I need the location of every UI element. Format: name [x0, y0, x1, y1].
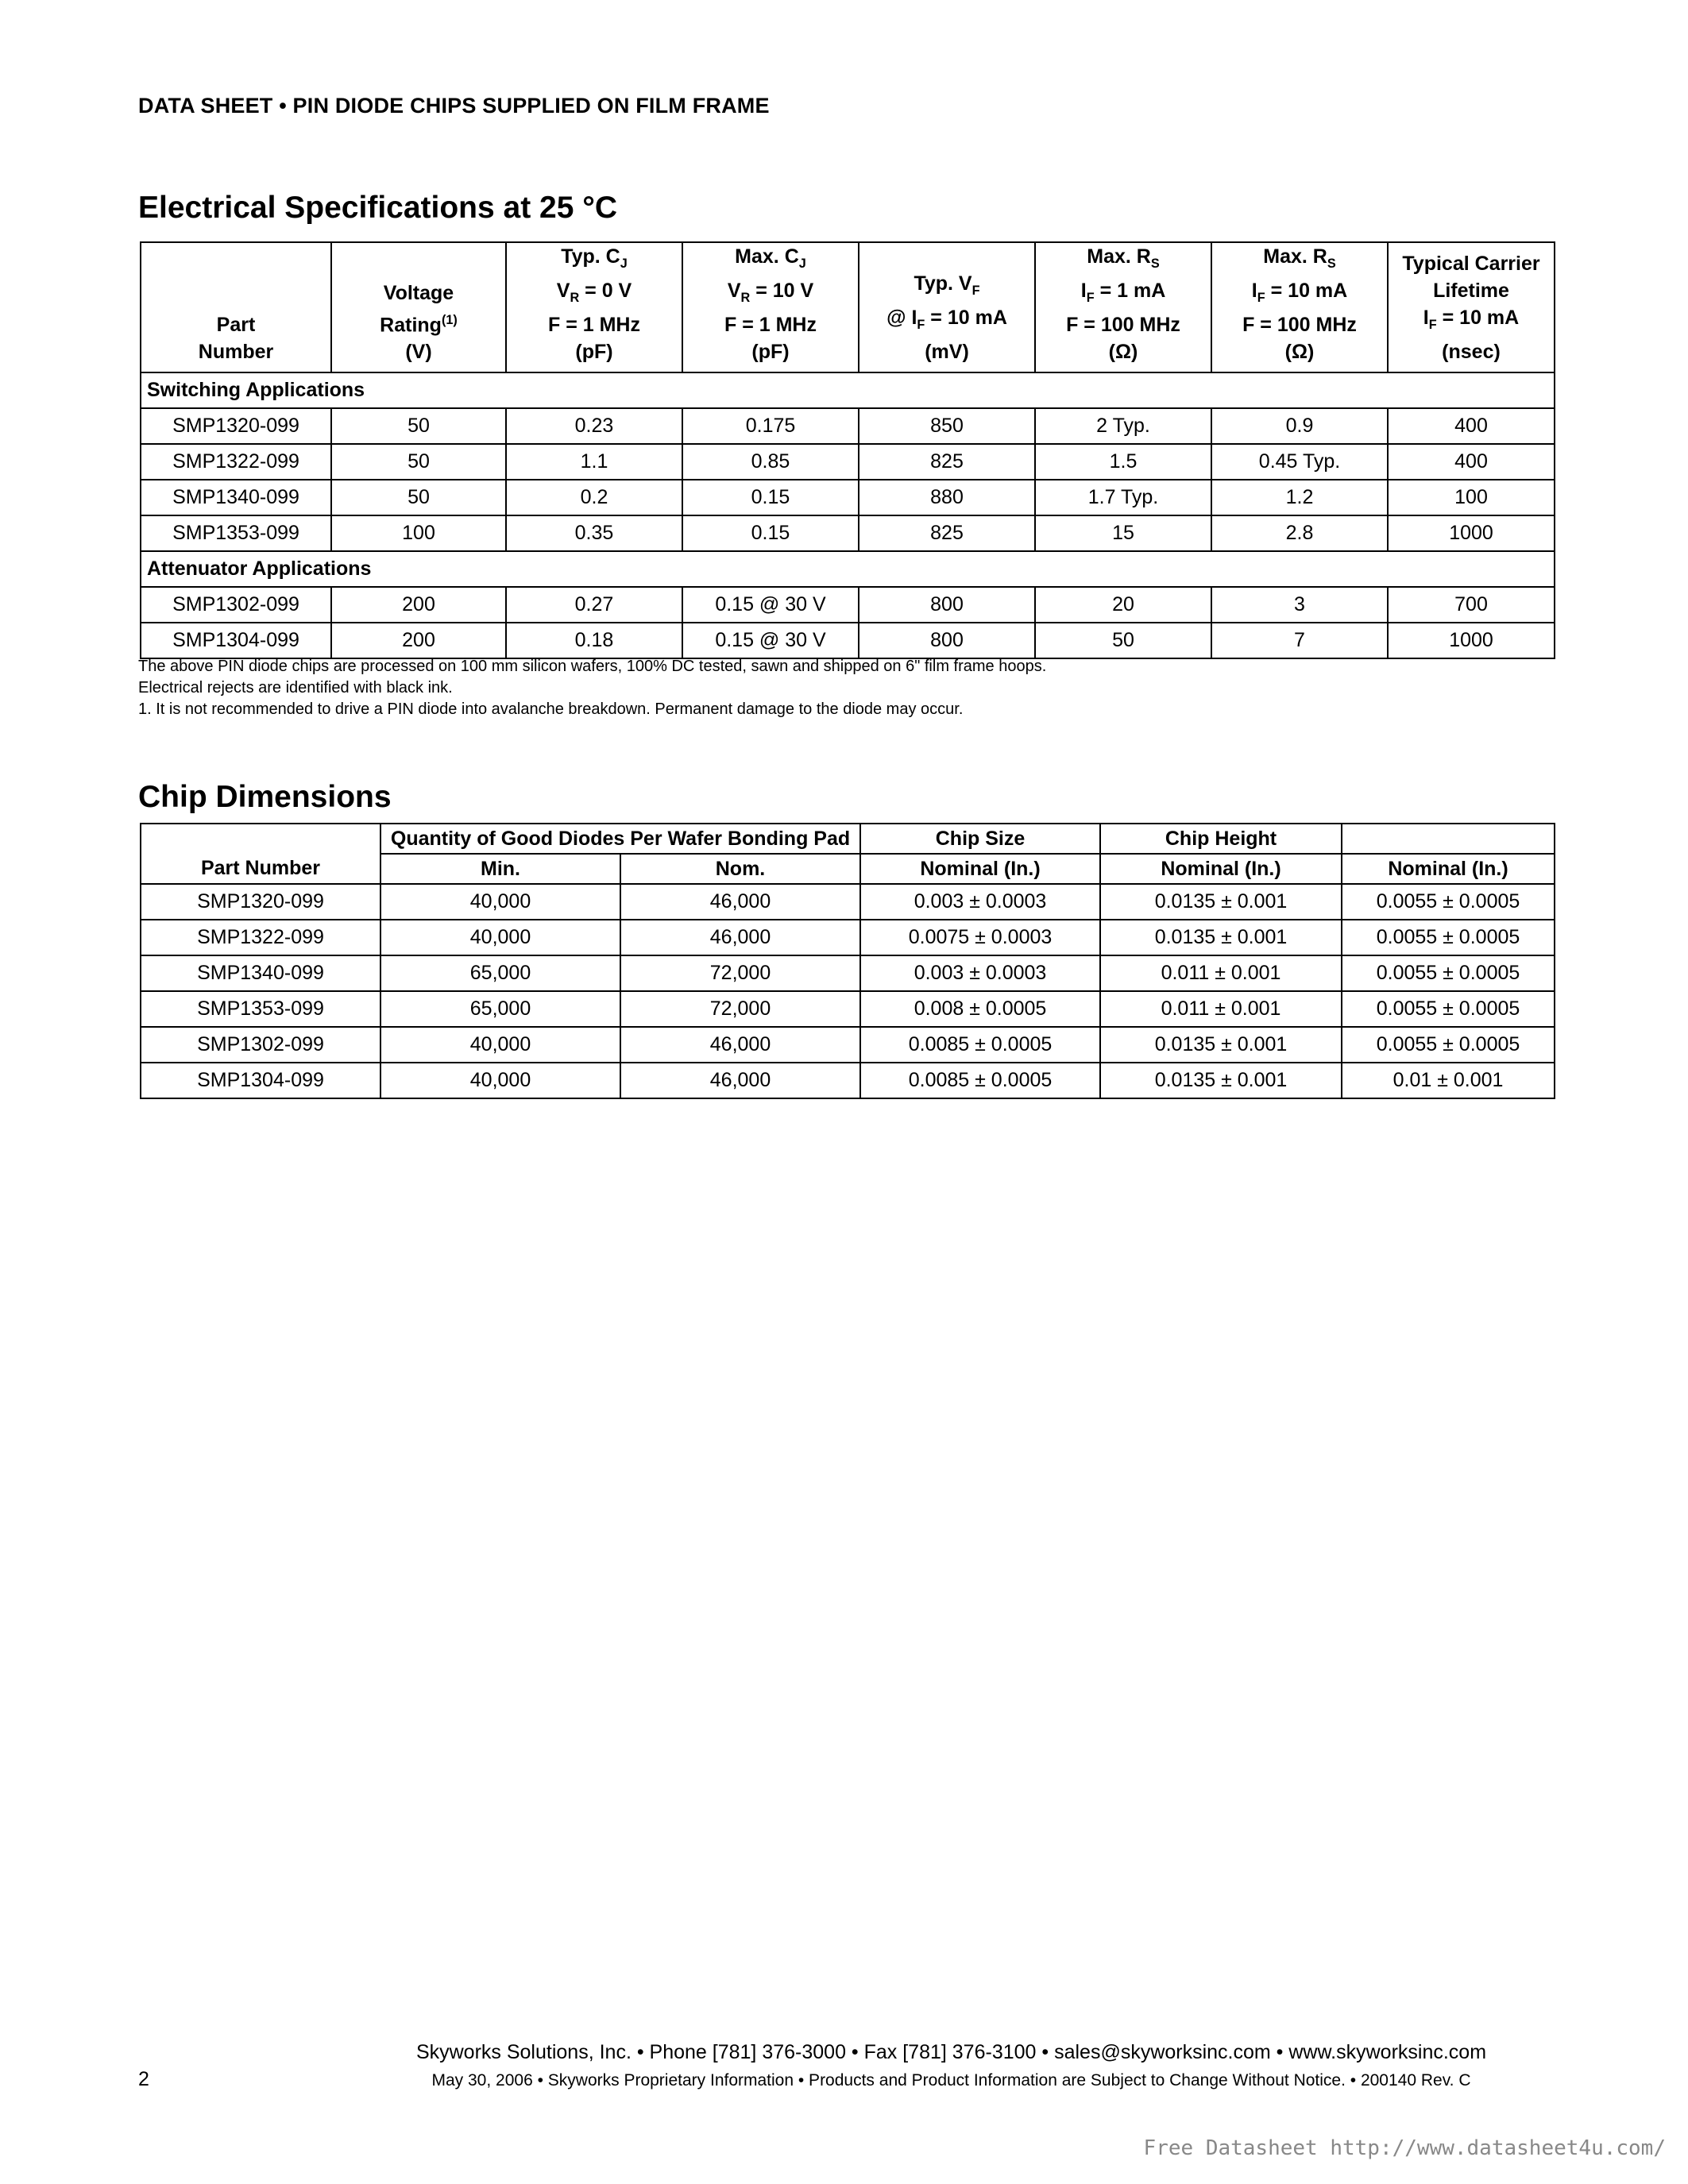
table-cell: 40,000	[380, 884, 620, 920]
footer-contact: Skyworks Solutions, Inc. • Phone [781] 376-3000 • Fax [781] 376-3100 • sales@skyworksinc.com • www.skyworksinc.com	[415, 2041, 1487, 2063]
table-cell: 800	[859, 623, 1035, 658]
table-cell: 0.0055 ± 0.0005	[1342, 955, 1555, 991]
table-cell: 0.003 ± 0.0003	[860, 884, 1100, 920]
header-max-rs-10ma: Max. $R_S$ $I_F = 10$ mA F = 100 MHz (Ω)	[1211, 242, 1388, 372]
table-cell: SMP1304-099	[141, 1063, 380, 1098]
table-cell: 0.0135 ± 0.001	[1100, 1063, 1342, 1098]
header-part-number: Part Number	[141, 824, 380, 884]
table-cell: 50	[331, 408, 506, 444]
table-cell: 0.0085 ± 0.0005	[860, 1027, 1100, 1063]
table-cell: 40,000	[380, 1063, 620, 1098]
table-cell: 46,000	[620, 884, 860, 920]
table-cell: SMP1322-099	[141, 444, 331, 480]
table-cell: 0.15	[682, 480, 859, 515]
header-carrier-lifetime: Typical Carrier Lifetime $I_F = 10$ mA (nsec)	[1388, 242, 1555, 372]
table-cell: 0.0135 ± 0.001	[1100, 1027, 1342, 1063]
chip-dimensions-table	[140, 823, 1555, 1099]
table-row	[141, 623, 1555, 658]
table-row	[141, 1027, 1555, 1063]
header-part-number: Part Number	[141, 242, 331, 372]
table-cell: 1.1	[506, 444, 682, 480]
table-row	[141, 991, 1555, 1027]
table-cell: 2 Typ.	[1035, 408, 1211, 444]
table-cell: 0.011 ± 0.001	[1100, 955, 1342, 991]
electrical-specs-title: Electrical Specifications at 25 °C	[138, 191, 618, 225]
table-cell: 0.008 ± 0.0005	[860, 991, 1100, 1027]
table-cell: 0.0055 ± 0.0005	[1342, 1027, 1555, 1063]
table-cell: SMP1353-099	[141, 515, 331, 551]
table-cell: 0.15	[682, 515, 859, 551]
table-cell: 0.27	[506, 587, 682, 623]
table-cell: 700	[1388, 587, 1555, 623]
table-row	[141, 480, 1555, 515]
header-nom: Nom.	[620, 854, 860, 884]
table-cell: 20	[1035, 587, 1211, 623]
table-cell: 0.15 @ 30 V	[682, 587, 859, 623]
document-header: DATA SHEET • PIN DIODE CHIPS SUPPLIED ON FILM FRAME	[138, 94, 770, 118]
table-cell: 825	[859, 444, 1035, 480]
section-row	[141, 372, 1555, 408]
header-typ-vf: Typ. $V_F$ @ $I_F = 10$ mA (mV)	[859, 242, 1035, 372]
table-cell: 1.2	[1211, 480, 1388, 515]
table-cell: 0.0085 ± 0.0005	[860, 1063, 1100, 1098]
table-cell: 1000	[1388, 623, 1555, 658]
table-cell: 100	[1388, 480, 1555, 515]
table-cell: 50	[331, 444, 506, 480]
table-cell: 0.01 ± 0.001	[1342, 1063, 1555, 1098]
table-cell: 0.35	[506, 515, 682, 551]
header-pad-nominal: Nominal (In.)	[1342, 854, 1555, 884]
table-cell: 0.0075 ± 0.0003	[860, 920, 1100, 955]
section-row	[141, 551, 1555, 587]
table-cell: SMP1340-099	[141, 955, 380, 991]
table-cell: 50	[1035, 623, 1211, 658]
table-row	[141, 1063, 1555, 1098]
table-row	[141, 884, 1555, 920]
table-row	[141, 587, 1555, 623]
table-cell: 15	[1035, 515, 1211, 551]
table-cell: 40,000	[380, 1027, 620, 1063]
table-cell: 72,000	[620, 955, 860, 991]
table-cell: 0.18	[506, 623, 682, 658]
table-row	[141, 920, 1555, 955]
table-cell: 46,000	[620, 1027, 860, 1063]
table-cell: 46,000	[620, 1063, 860, 1098]
table-row	[141, 955, 1555, 991]
table-cell: 50	[331, 480, 506, 515]
table-row	[141, 515, 1555, 551]
header-typ-cj: Typ. $C_J$ $V_R = 0$ V F = 1 MHz (pF)	[506, 242, 682, 372]
table-cell: 0.175	[682, 408, 859, 444]
table-header-row	[141, 242, 1555, 372]
table-cell: 0.011 ± 0.001	[1100, 991, 1342, 1027]
table-cell: 200	[331, 587, 506, 623]
table-cell: 400	[1388, 444, 1555, 480]
electrical-specs-table	[140, 241, 1555, 659]
header-quantity: Quantity of Good Diodes Per Wafer Bonding Pad	[380, 824, 860, 854]
table-cell: SMP1320-099	[141, 408, 331, 444]
table-cell: 65,000	[380, 955, 620, 991]
table-cell: 0.23	[506, 408, 682, 444]
header-chip-height-nominal: Nominal (In.)	[1100, 854, 1342, 884]
table-cell: 0.45 Typ.	[1211, 444, 1388, 480]
table-cell: 0.15 @ 30 V	[682, 623, 859, 658]
table-row	[141, 444, 1555, 480]
table-cell: SMP1320-099	[141, 884, 380, 920]
table-cell: 3	[1211, 587, 1388, 623]
table-cell: 0.9	[1211, 408, 1388, 444]
header-chip-size: Chip Size	[860, 824, 1100, 854]
table-cell: SMP1353-099	[141, 991, 380, 1027]
header-voltage-rating: Voltage Rating$^{(1)}$ (V)	[331, 242, 506, 372]
table-cell: 0.0055 ± 0.0005	[1342, 991, 1555, 1027]
table-cell: 0.0135 ± 0.001	[1100, 920, 1342, 955]
header-min: Min.	[380, 854, 620, 884]
watermark: Free Datasheet http://www.datasheet4u.com/	[1143, 2136, 1666, 2160]
table-cell: 0.2	[506, 480, 682, 515]
table-cell: 72,000	[620, 991, 860, 1027]
table-cell: SMP1302-099	[141, 1027, 380, 1063]
header-max-cj: Max. $C_J$ $V_R = 10$ V F = 1 MHz (pF)	[682, 242, 859, 372]
table-cell: 825	[859, 515, 1035, 551]
table-cell: 2.8	[1211, 515, 1388, 551]
header-chip-size-nominal: Nominal (In.)	[860, 854, 1100, 884]
footer-legal: May 30, 2006 • Skyworks Proprietary Information • Products and Product Information are Subject to Change Without Notice. • 200140 Rev. C	[431, 2071, 1471, 2089]
table-notes	[138, 656, 1046, 720]
chip-dimensions-title: Chip Dimensions	[138, 780, 392, 814]
table-cell: SMP1302-099	[141, 587, 331, 623]
table-cell: 7	[1211, 623, 1388, 658]
table-cell: 46,000	[620, 920, 860, 955]
note-line: The above PIN diode chips are processed on 100 mm silicon wafers, 100% DC tested, sawn and shipped on 6" film frame hoops.	[138, 658, 1047, 675]
table-cell: 850	[859, 408, 1035, 444]
table-cell: 40,000	[380, 920, 620, 955]
header-chip-height: Chip Height	[1100, 824, 1342, 854]
table-cell: 0.0055 ± 0.0005	[1342, 884, 1555, 920]
table-cell: 0.0055 ± 0.0005	[1342, 920, 1555, 955]
table-cell: 1000	[1388, 515, 1555, 551]
page-number: 2	[138, 2068, 149, 2090]
table-cell: 0.0135 ± 0.001	[1100, 884, 1342, 920]
table-row	[141, 408, 1555, 444]
table-cell: 0.85	[682, 444, 859, 480]
table-cell: 400	[1388, 408, 1555, 444]
table-cell: 65,000	[380, 991, 620, 1027]
footnote-1: 1. It is not recommended to drive a PIN diode into avalanche breakdown. Permanent damage to the diode may occur.	[138, 700, 964, 718]
table-header-row	[141, 824, 1555, 854]
note-line: Electrical rejects are identified with black ink.	[138, 679, 453, 696]
table-cell: 0.003 ± 0.0003	[860, 955, 1100, 991]
table-cell: 1.5	[1035, 444, 1211, 480]
table-cell: SMP1322-099	[141, 920, 380, 955]
header-max-rs-1ma: Max. $R_S$ $I_F = 1$ mA F = 100 MHz (Ω)	[1035, 242, 1211, 372]
table-cell: SMP1340-099	[141, 480, 331, 515]
section-label: Switching Applications	[141, 372, 1555, 408]
table-cell: 100	[331, 515, 506, 551]
table-cell: 800	[859, 587, 1035, 623]
section-label: Attenuator Applications	[141, 551, 1555, 587]
header-bonding-pad	[1342, 824, 1555, 854]
table-cell: SMP1304-099	[141, 623, 331, 658]
table-cell: 1.7 Typ.	[1035, 480, 1211, 515]
table-cell: 200	[331, 623, 506, 658]
table-cell: 880	[859, 480, 1035, 515]
